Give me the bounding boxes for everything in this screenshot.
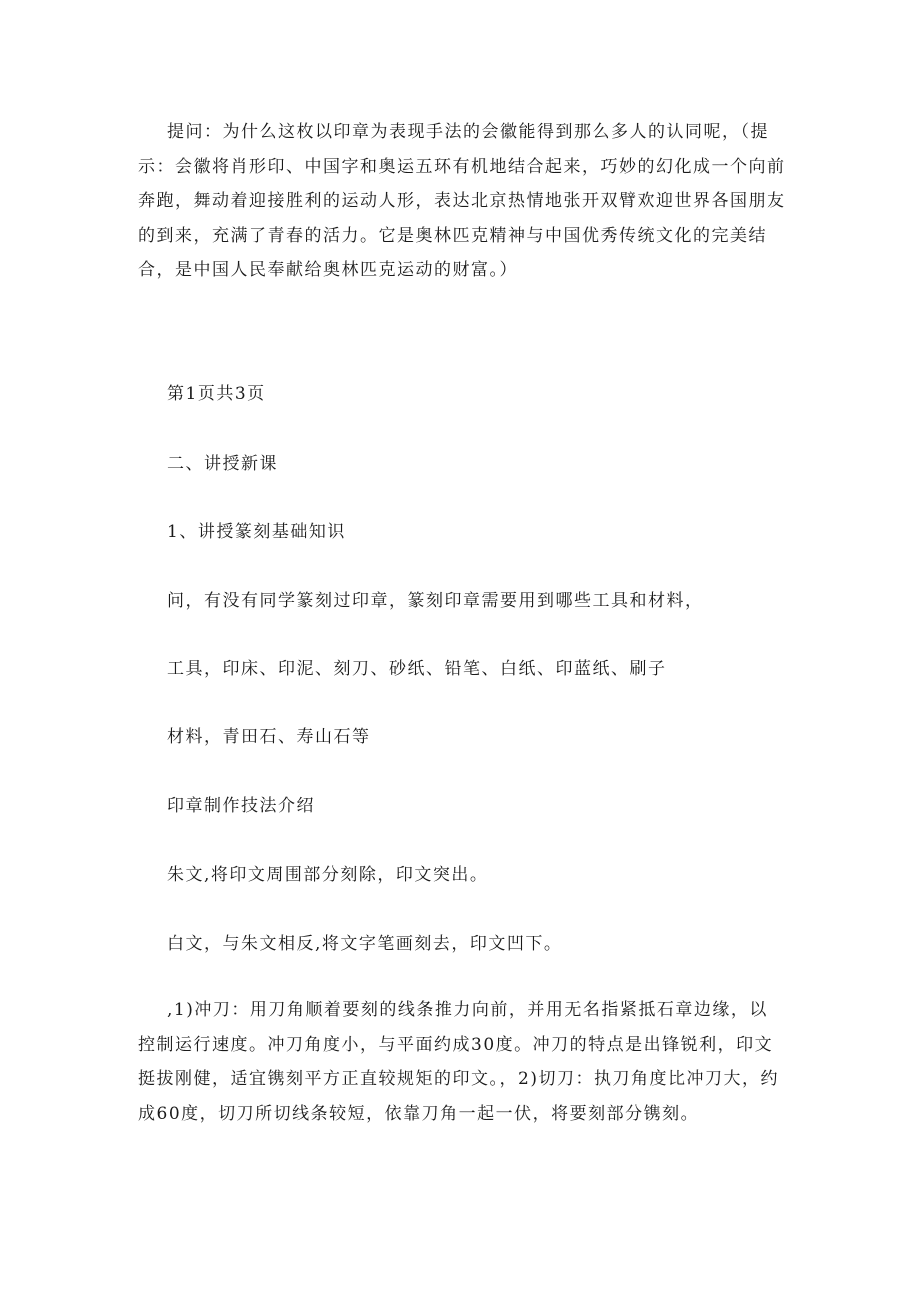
carving-technique-paragraph: ,1)冲刀：用刀角顺着要刻的线条推力向前，并用无名指紧抵石章边缘，以控制运行速度。冲刀角度小，与平面约成30度。冲刀的特点是出锋锐利，印文挺拔刚健，适宜镌刻平方正直较规矩的印文。，2)切刀：执刀角度比冲刀大，约成60度，切刀所切线条较短，依靠刀角一起一伏，将要刻部分镌刻。	[138, 1000, 779, 1124]
question-line: 问，有没有同学篆刻过印章，篆刻印章需要用到哪些工具和材料，	[167, 591, 704, 611]
technique-heading: 印章制作技法介绍	[167, 796, 315, 816]
question-paragraph: 提问：为什么这枚以印章为表现手法的会徽能得到那么多人的认同呢，（提示：会徽将肖形印、中国字和奥运五环有机地结合起来，巧妙的幻化成一个向前奔跑，舞动着迎接胜利的运动人形，表达北京热情地张开双臂欢迎世界各国朋友的到来，充满了青春的活力。它是奥林匹克精神与中国优秀传统文化的完美结合，是中国人民奉献给奥林匹克运动的财富。）	[138, 122, 786, 280]
tools-line: 工具，印床、印泥、刻刀、砂纸、铅笔、白纸、印蓝纸、刷子	[167, 659, 667, 679]
subsection-heading: 1、讲授篆刻基础知识	[167, 522, 346, 542]
page-number: 第1页共3页	[167, 384, 266, 404]
materials-line: 材料，青田石、寿山石等	[167, 727, 371, 747]
baiwen-line: 白文，与朱文相反,将文字笔画刻去，印文凹下。	[167, 934, 563, 954]
section-heading: 二、讲授新课	[167, 454, 278, 474]
zhuwen-line: 朱文,将印文周围部分刻除，印文突出。	[167, 865, 489, 885]
